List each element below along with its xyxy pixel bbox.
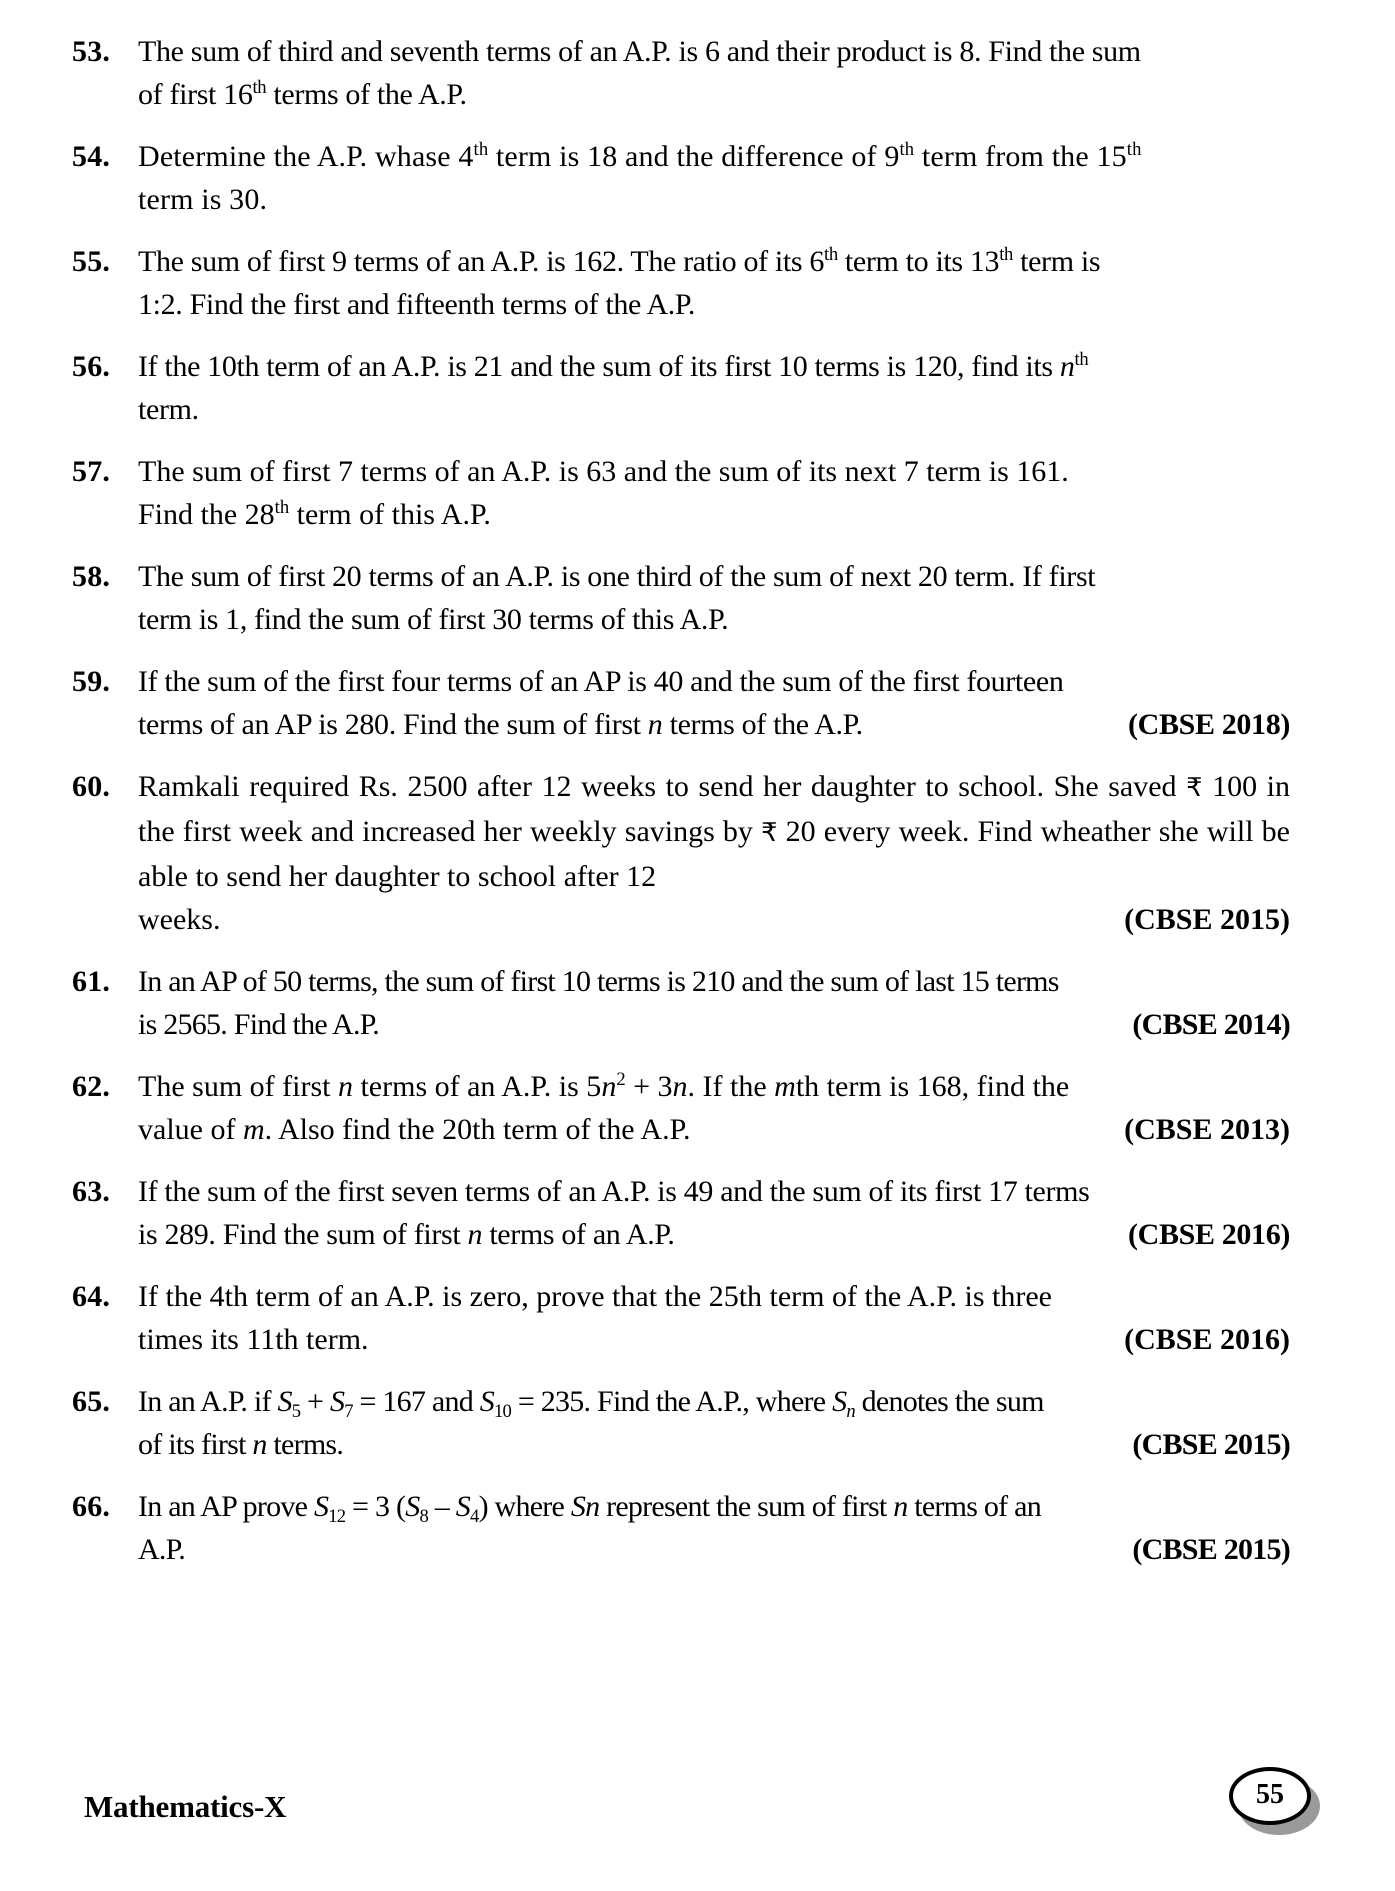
question-item-57 xyxy=(72,450,1290,536)
question-line: term is 30. xyxy=(138,183,268,216)
question-item-64 xyxy=(72,1275,1290,1361)
ordinal-suffix: th xyxy=(999,244,1013,265)
question-item-62 xyxy=(72,1065,1290,1151)
rupee-sign: ₹ xyxy=(1186,773,1203,803)
question-item-66 xyxy=(72,1485,1290,1571)
sum-symbol: S xyxy=(277,1385,292,1418)
question-number: 63. xyxy=(72,1175,111,1208)
sum-symbol: S xyxy=(405,1490,420,1523)
question-number: 64. xyxy=(72,1280,111,1313)
question-item-55 xyxy=(72,240,1290,326)
sum-index: 12 xyxy=(328,1505,346,1527)
sum-index: 8 xyxy=(419,1505,429,1527)
question-text xyxy=(138,960,1290,1046)
question-line: The sum of first 20 terms of an A.P. is one third of the sum of next 20 term. If first xyxy=(138,560,1096,593)
question-text xyxy=(138,765,1290,941)
question-line: saved ₹ 100 in the first week and increased her weekly savings by ₹ 20 every xyxy=(138,770,1290,848)
question-line: is 2565. Find the A.P. (CBSE 2014) xyxy=(138,1003,1290,1046)
sum-symbol: S xyxy=(329,1385,345,1418)
sum-symbol: S xyxy=(455,1490,471,1523)
question-text xyxy=(138,1170,1290,1256)
question-item-53 xyxy=(72,30,1290,116)
sum-index: 5 xyxy=(291,1400,301,1422)
question-line: of its first n terms. (CBSE 2015) xyxy=(138,1423,1290,1466)
variable-m: m xyxy=(242,1113,265,1146)
question-line: week. Find wheather she will be able to send her daughter to school after 12 xyxy=(138,815,1291,893)
question-line: Find the 28th term of this A.P. xyxy=(138,497,491,531)
variable-n: n xyxy=(1059,350,1075,383)
question-line: In an AP of 50 terms, the sum of first 10 terms is 210 and the sum of last 15 terms xyxy=(138,965,1059,998)
source-citation: (CBSE 2016) xyxy=(1124,1323,1290,1356)
question-number: 55. xyxy=(72,245,111,278)
exponent: 2 xyxy=(616,1069,626,1090)
badge-oval xyxy=(1229,1767,1311,1825)
question-line: The sum of first n terms of an A.P. is $5n^2 + 3n$. If the mth term is 168, find the xyxy=(138,1069,1070,1103)
ordinal-suffix: th xyxy=(274,497,290,518)
ordinal-suffix: th xyxy=(899,139,915,160)
question-item-65 xyxy=(72,1380,1290,1466)
source-citation: (CBSE 2015) xyxy=(1132,1533,1290,1566)
sum-symbol: S xyxy=(479,1385,494,1418)
variable-n: n xyxy=(601,1070,617,1103)
ordinal-suffix: th xyxy=(252,77,267,98)
question-text xyxy=(138,135,1290,221)
question-number: 56. xyxy=(72,350,111,383)
question-line: weeks. (CBSE 2015) xyxy=(138,898,1290,941)
sum-index: 10 xyxy=(494,1400,512,1422)
question-line: A.P. (CBSE 2015) xyxy=(138,1528,1290,1571)
page-number-badge xyxy=(1229,1767,1323,1837)
question-line: value of m. Also find the 20th term of the A.P. (CBSE 2013) xyxy=(138,1108,1290,1151)
question-text xyxy=(138,1485,1290,1571)
source-citation: (CBSE 2015) xyxy=(1124,903,1290,936)
question-line: term is 1, find the sum of first 30 terms of this A.P. xyxy=(138,603,729,636)
sum-symbol: S xyxy=(832,1385,847,1418)
source-citation: (CBSE 2016) xyxy=(1128,1218,1290,1251)
question-item-61 xyxy=(72,960,1290,1046)
source-citation: (CBSE 2013) xyxy=(1124,1113,1290,1146)
variable-m: m xyxy=(774,1070,796,1103)
variable-n: n xyxy=(647,708,663,741)
question-number: 57. xyxy=(72,455,111,488)
question-line: The sum of first 7 terms of an A.P. is 63 and the sum of its next 7 term is 161. xyxy=(138,455,1069,488)
question-text xyxy=(138,1380,1290,1466)
rupee-sign: ₹ xyxy=(761,818,778,848)
question-number: 61. xyxy=(72,965,111,998)
question-line: If the 4th term of an A.P. is zero, prove that the 25th term of the A.P. is three xyxy=(138,1280,1052,1313)
question-line: of first 16th terms of the A.P. xyxy=(138,77,467,111)
question-line: is 289. Find the sum of first n terms of an A.P. (CBSE 2016) xyxy=(138,1213,1290,1256)
ordinal-suffix: th xyxy=(824,244,838,265)
ordinal-suffix: th xyxy=(1126,139,1142,160)
question-number: 62. xyxy=(72,1070,111,1103)
question-line: Ramkali required Rs. 2500 after 12 weeks to send her daughter to school. She xyxy=(138,770,1099,803)
question-line: Determine the A.P. whase 4th term is 18 and the difference of 9th term from the 15th xyxy=(138,139,1142,173)
source-citation: (CBSE 2014) xyxy=(1132,1008,1290,1041)
question-item-56 xyxy=(72,345,1290,431)
question-line: The sum of third and seventh terms of an A.P. is 6 and their product is 8. Find the sum xyxy=(138,35,1141,68)
question-number: 54. xyxy=(72,140,111,173)
source-citation: (CBSE 2018) xyxy=(1128,708,1290,741)
question-item-58 xyxy=(72,555,1290,641)
question-line: terms of an AP is 280. Find the sum of first n terms of the A.P. (CBSE 2018) xyxy=(138,703,1290,746)
question-line: times its 11th term. (CBSE 2016) xyxy=(138,1318,1290,1361)
page-number: 55 xyxy=(1256,1779,1284,1810)
question-text xyxy=(138,1275,1290,1361)
question-item-59 xyxy=(72,660,1290,746)
sum-index: 7 xyxy=(344,1400,353,1422)
question-line: If the sum of the first four terms of an AP is 40 and the sum of the first fourteen xyxy=(138,665,1064,698)
question-number: 59. xyxy=(72,665,111,698)
question-text xyxy=(138,660,1290,746)
footer-book-title: Mathematics-X xyxy=(84,1789,287,1824)
ordinal-suffix: th xyxy=(473,139,489,160)
question-text xyxy=(138,450,1290,536)
question-text xyxy=(138,240,1290,326)
question-line: If the sum of the first seven terms of an A.P. is 49 and the sum of its first 17 terms xyxy=(138,1175,1090,1208)
question-number: 60. xyxy=(72,770,111,803)
question-item-60 xyxy=(72,765,1290,941)
variable-n: n xyxy=(893,1490,908,1523)
question-line: If the 10th term of an A.P. is 21 and the sum of its first 10 terms is 120, find its $n^{th}$ xyxy=(138,349,1089,383)
sum-symbol: S xyxy=(313,1490,329,1523)
variable-n: n xyxy=(337,1070,353,1103)
source-citation: (CBSE 2015) xyxy=(1132,1428,1290,1461)
question-text xyxy=(138,1065,1290,1151)
sum-notation: Sn xyxy=(570,1490,600,1523)
sum-index: n xyxy=(846,1400,855,1422)
question-text xyxy=(138,345,1290,431)
question-line: 1:2. Find the first and fifteenth terms of the A.P. xyxy=(138,288,696,321)
question-number: 65. xyxy=(72,1385,111,1418)
question-item-63 xyxy=(72,1170,1290,1256)
question-item-54 xyxy=(72,135,1290,221)
variable-n: n xyxy=(672,1070,688,1103)
question-text xyxy=(138,555,1290,641)
page-footer xyxy=(72,1767,1323,1853)
question-number: 58. xyxy=(72,560,111,593)
sum-index: 4 xyxy=(470,1505,479,1527)
question-line: In an A.P. if $S_5 + S_7 = 167$ and $S_{10} = 235$. Find the A.P., where $S_n$ denotes the sum xyxy=(138,1385,1044,1422)
question-number: 66. xyxy=(72,1490,111,1523)
question-number: 53. xyxy=(72,35,111,68)
question-line: The sum of first 9 terms of an A.P. is 162. The ratio of its 6th term to its 13th term is xyxy=(138,244,1101,278)
question-text xyxy=(138,30,1290,116)
variable-n: n xyxy=(252,1428,267,1461)
variable-n: n xyxy=(467,1218,483,1251)
ordinal-suffix: th xyxy=(1074,349,1089,370)
question-line: In an AP prove $S_{12} = 3$ $(S_8 - S_4)$ where Sn represent the sum of first n terms of an xyxy=(138,1490,1041,1527)
exercise-question-list xyxy=(72,30,1290,1590)
question-line: term. xyxy=(138,393,199,426)
